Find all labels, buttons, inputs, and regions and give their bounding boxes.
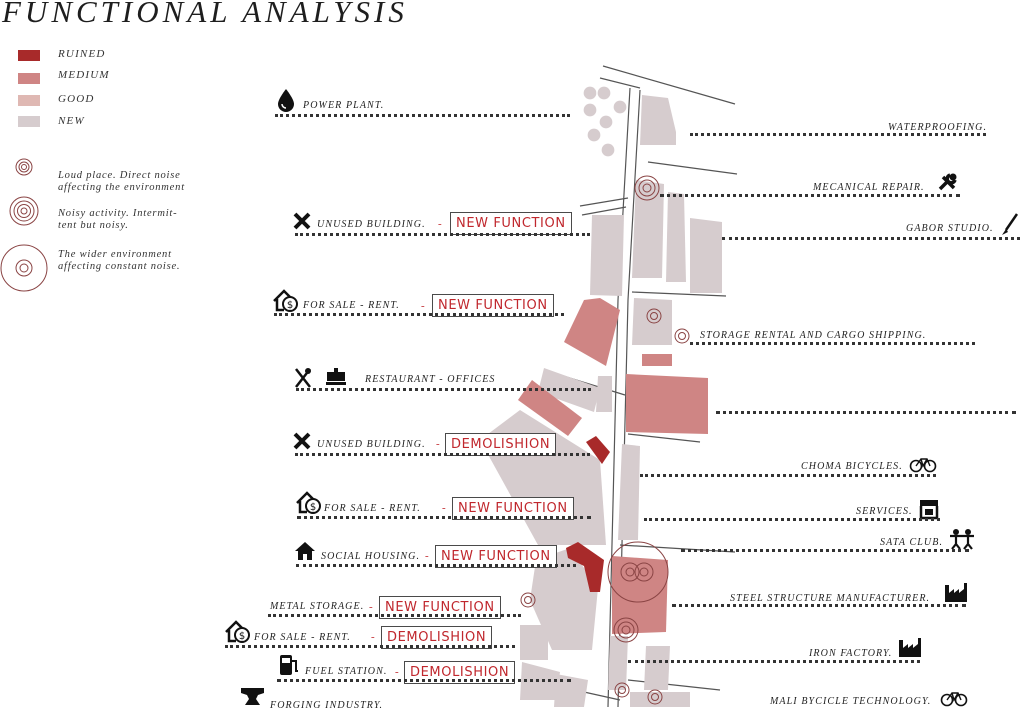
tag-demolishion-3: DEMOLISHION: [404, 661, 515, 684]
legend-noise-3-line1: The wider environment: [58, 249, 172, 260]
tag-demolishion-1: DEMOLISHION: [445, 433, 556, 456]
dash: -: [369, 601, 373, 613]
dash: -: [442, 502, 446, 514]
label-gabor-studio: GABOR STUDIO.: [906, 223, 994, 234]
fuel-pump-icon: [278, 653, 300, 677]
leader-iron-factory: [628, 660, 920, 663]
tag-new-function-1: NEW FUNCTION: [450, 212, 572, 235]
factory-icon: [944, 581, 968, 603]
dash: -: [438, 218, 442, 230]
shop-icon: [918, 498, 940, 520]
label-sata-club: SATA CLUB.: [880, 537, 944, 548]
label-fuel-station: FUEL STATION.: [305, 666, 388, 677]
bicycle-icon: [940, 689, 968, 707]
label-mali-bycicle: MALI BYCICLE TECHNOLOGY.: [770, 696, 932, 707]
tag-new-function-3: NEW FUNCTION: [452, 497, 574, 520]
leader-medium-block: [716, 411, 1016, 414]
wrench-icon: [936, 171, 960, 193]
water-drop-icon: [276, 88, 296, 112]
leader-power-plant: [275, 114, 570, 117]
house-dollar-icon: [295, 491, 323, 515]
legend-noise-1-line2: affecting the environment: [58, 182, 185, 193]
label-for-sale-rent-1: FOR SALE - RENT.: [303, 300, 400, 311]
factory-icon: [898, 636, 922, 658]
leader-gabor-studio: [722, 237, 1020, 240]
legend-noise-2-line1: Noisy activity. Intermit-: [58, 208, 178, 219]
bicycle-icon: [909, 455, 937, 473]
label-power-plant: POWER PLANT.: [303, 100, 385, 111]
legend-label-new: NEW: [58, 115, 85, 127]
leader-sata-club: [681, 549, 969, 552]
house-dollar-icon: [272, 289, 300, 313]
label-social-housing: SOCIAL HOUSING.: [321, 551, 421, 562]
label-metal-storage: METAL STORAGE.: [270, 601, 365, 612]
page-title: FUNCTIONAL ANALYSIS: [2, 0, 408, 29]
leader-for-sale-rent-2: [297, 516, 591, 519]
label-choma-bicycles: CHOMA BICYCLES.: [801, 461, 903, 472]
leader-restaurant-offices: [296, 388, 591, 391]
leader-waterproofing: [690, 133, 986, 136]
leader-choma-bicycles: [640, 474, 936, 477]
leader-fuel-station: [277, 679, 571, 682]
legend-noise-1-line1: Loud place. Direct noise: [58, 170, 181, 181]
label-unused-building-2: UNUSED BUILDING.: [317, 439, 426, 450]
label-forging-industry: FORGING INDUSTRY.: [270, 700, 384, 711]
leader-for-sale-rent-3: [225, 645, 515, 648]
leader-mecanical-repair: [660, 194, 960, 197]
leader-steel-structure: [672, 604, 966, 607]
tag-new-function-5: NEW FUNCTION: [379, 596, 501, 619]
tag-new-function-2: NEW FUNCTION: [432, 294, 554, 317]
label-storage-rental: STORAGE RENTAL AND CARGO SHIPPING.: [700, 330, 927, 341]
svg-text:$: $: [238, 631, 246, 642]
dash: -: [436, 438, 440, 450]
leader-social-housing: [296, 564, 576, 567]
house-dollar-icon: [224, 620, 252, 644]
power-plant-tanks: [583, 86, 627, 157]
leader-for-sale-rent-1: [274, 313, 564, 316]
legend-noise-2-line2: tent but noisy.: [58, 220, 129, 231]
label-waterproofing: WATERPROOFING.: [888, 122, 988, 133]
leader-unused-building-2: [295, 453, 590, 456]
label-for-sale-rent-2: FOR SALE - RENT.: [324, 503, 421, 514]
label-mecanical-repair: MECANICAL REPAIR.: [813, 182, 925, 193]
brush-icon: [1000, 212, 1020, 238]
dash: -: [425, 550, 429, 562]
tag-new-function-4: NEW FUNCTION: [435, 545, 557, 568]
people-icon: [948, 527, 976, 551]
leader-services: [644, 518, 940, 521]
fork-knife-icon: [293, 366, 351, 390]
leader-unused-building-1: [295, 233, 590, 236]
dash: -: [421, 300, 425, 312]
cross-icon: [292, 431, 312, 451]
dash: -: [371, 631, 375, 643]
leader-storage-rental: [690, 342, 975, 345]
svg-text:$: $: [286, 300, 294, 311]
label-steel-structure: STEEL STRUCTURE MANUFACTURER.: [730, 593, 931, 604]
label-iron-factory: IRON FACTORY.: [809, 648, 893, 659]
anvil-icon: [240, 685, 266, 707]
legend-label-good: GOOD: [58, 93, 95, 105]
tag-demolishion-2: DEMOLISHION: [381, 626, 492, 649]
leader-metal-storage: [268, 614, 521, 617]
svg-text:$: $: [309, 502, 317, 513]
legend-noise-3-line2: affecting constant noise.: [58, 261, 181, 272]
cross-icon: [292, 211, 312, 231]
label-restaurant-offices: RESTAURANT - OFFICES: [365, 374, 496, 385]
legend-label-ruined: RUINED: [58, 48, 106, 60]
dash: -: [395, 666, 399, 678]
legend-label-medium: MEDIUM: [58, 69, 110, 81]
house-icon: [294, 541, 316, 561]
label-for-sale-rent-3: FOR SALE - RENT.: [254, 632, 351, 643]
label-services: SERVICES.: [856, 506, 913, 517]
label-unused-building-1: UNUSED BUILDING.: [317, 219, 426, 230]
